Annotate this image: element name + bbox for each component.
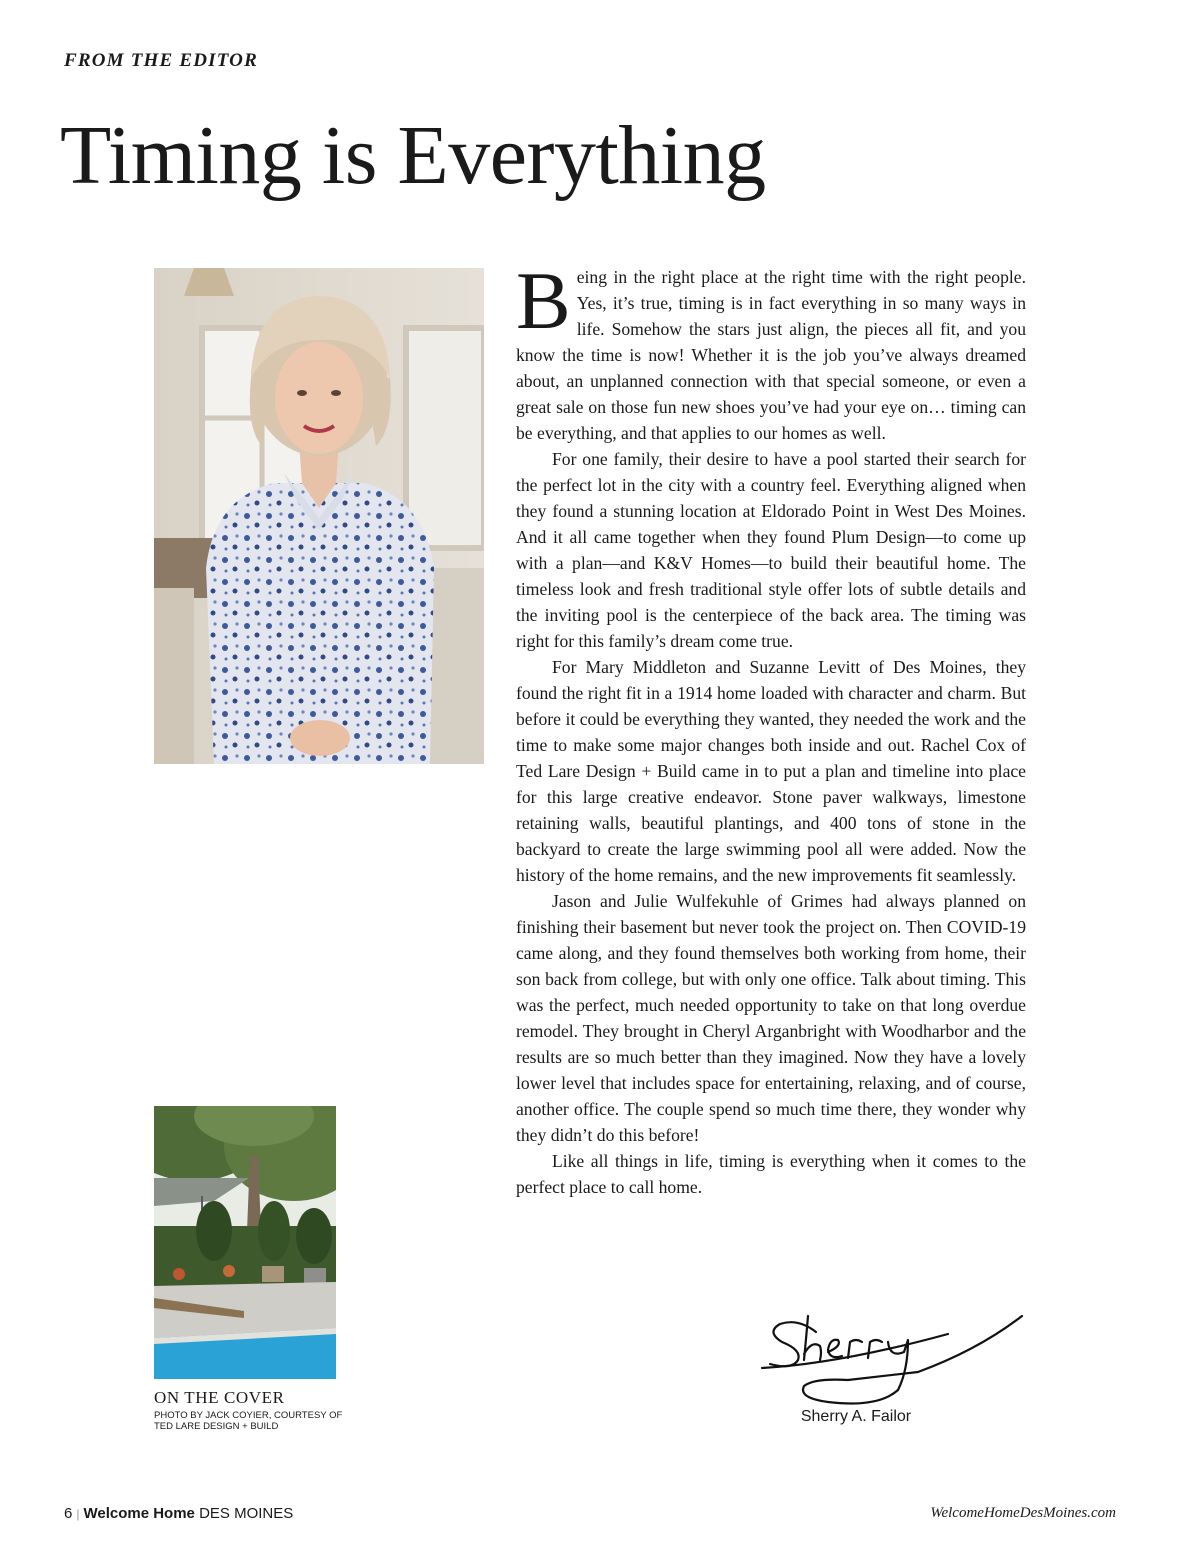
article-paragraph [516, 255, 1026, 446]
article-paragraph: For one family, their desire to have a pool started their search for the perfect lot in the city with a country feel. Everything aligned when they found a stunning location at Eldorado Point in West Des Moines. And it all came together when they found Plum Design—to come up with a plan—and K&V Homes—to build their beautiful home. The timeless look and fresh traditional style offer lots of subtle details and the inviting pool is the centerpiece of the back area. The timing was right for this family’s dream come true. [516, 449, 1026, 651]
signature-image [758, 1310, 1028, 1410]
editor-letter [516, 255, 1026, 1200]
signer-name: Sherry A. Failor [800, 1408, 912, 1425]
section-label: FROM THE EDITOR [64, 50, 258, 71]
cover-caption [154, 1388, 354, 1432]
folio-divider: | [76, 1507, 80, 1521]
cover-caption-title: ON THE COVER [154, 1388, 285, 1407]
magazine-city: DES MOINES [199, 1505, 294, 1522]
cover-photo [154, 1106, 336, 1379]
article-paragraph: Like all things in life, timing is everything when it comes to the perfect place to call home. [516, 1151, 1026, 1197]
page-title: Timing is Everything [60, 109, 766, 202]
cover-photo-credit: PHOTO BY JACK COYIER, COURTESY OF TED LARE DESIGN + BUILD [154, 1410, 343, 1432]
footer-folio [64, 1505, 293, 1522]
footer-website[interactable]: WelcomeHomeDesMoines.com [930, 1505, 1116, 1521]
drop-cap: B [516, 255, 571, 346]
paragraph-text: eing in the right place at the right time with the right people. Yes, it’s true, timing is in fact everything in so many ways in life. Somehow the stars just align, the pieces all fit, and you know the time is now! Whether it is the job you’ve always dreamed about, an unplanned connection with that special someone, or even a great sale on those fun new shoes you’ve had your eye on… timing can be everything, and that applies to our homes as well. [516, 267, 1026, 443]
page-number: 6 [64, 1505, 73, 1522]
article-paragraph: Jason and Julie Wulfekuhle of Grimes had always planned on finishing their basement but never took the project on. Then COVID-19 came along, and they found themselves both working from home, their son back from college, but with only one office. Talk about timing. This was the perfect, much needed opportunity to take on that long overdue remodel. They brought in Cheryl Arganbright with Woodharbor and the results are so much better than they imagined. Now they have a lovely lower level that includes space for entertaining, relaxing, and of course, another office. The couple spend so much time there, they wonder why they didn’t do this before! [516, 891, 1026, 1145]
article-paragraph: For Mary Middleton and Suzanne Levitt of Des Moines, they found the right fit in a 1914 home loaded with character and charm. But before it could be everything they wanted, they needed the work and the time to make some major changes both inside and out. Rachel Cox of Ted Lare Design + Build came in to put a plan and timeline into place for this large creative endeavor. Stone paver walkways, limestone retaining walls, beautiful plantings, and 400 tons of stone in the backyard to create the large swimming pool all were added. Now the history of the home remains, and the new improvements fit seamlessly. [516, 657, 1026, 885]
editor-portrait-photo [154, 268, 484, 764]
magazine-name: Welcome Home [83, 1505, 195, 1522]
